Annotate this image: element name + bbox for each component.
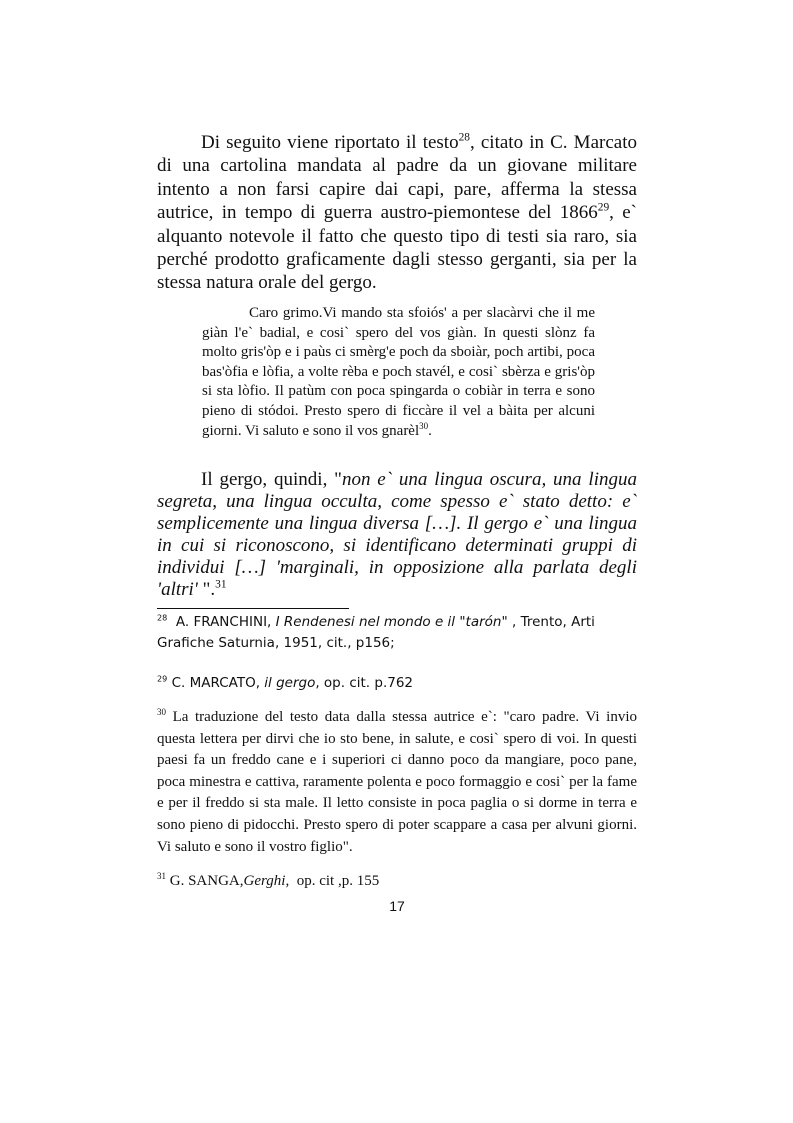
footnote-ref-29[interactable]: 29 xyxy=(597,201,610,214)
paragraph-text: Di seguito viene riportato il testo xyxy=(201,132,459,153)
footnote-text: , op. cit ,p. 155 xyxy=(285,873,380,889)
footnote-number: 29 xyxy=(157,673,168,684)
quote-end: . xyxy=(428,422,432,439)
footnote-number: 28 xyxy=(157,612,168,623)
footnote-text: La traduzione del testo data dalla stessa autrice e`: "caro padre. Vi invio questa lettera per dirvi che io sto bene, in salute, e cosi` spero di voi. In questi paesi fa un freddo cane e i superiori ci danno poco da mangiare, poco pane, poca minestra e cattiva, raramente polenta e poco formaggio e cosi` per la fame e per il freddo si sta male. Il letto consiste in poca paglia o si dorme in terra e sono pieno di pidocchi. Presto spero di poter scappare a casa per alvuni giorni. Vi saluto e sono il vostro figlio". xyxy=(157,709,637,855)
body-paragraph-2 xyxy=(157,469,637,600)
body-paragraph-1 xyxy=(157,131,637,295)
footnote-title: il gergo xyxy=(264,675,316,691)
footnote-separator xyxy=(157,608,349,609)
footnote-ref-31[interactable]: 31 xyxy=(215,578,227,591)
footnote-text: A. FRANCHINI, xyxy=(167,614,276,630)
paragraph-text: , e` alquanto notevole il fatto che questo tipo di testi sia raro, sia perché prodotto graficamente dagli stesso gerganti, sia per la stessa natura orale del gergo. xyxy=(157,202,637,294)
page-number: 17 xyxy=(389,898,405,914)
document-page xyxy=(157,0,637,1123)
paragraph-text: ". xyxy=(197,578,216,600)
footnote-text: G. SANGA, xyxy=(166,873,244,889)
footnote-ref-30[interactable]: 30 xyxy=(419,420,429,431)
italic-quotation: non e` una lingua oscura, una lingua segreta, una lingua occulta, come spesso e` stato detto: e` semplicemente una lingua diversa […]. Il gergo e` una lingua in cui si riconoscono, si identificano determinati gruppi di individui […] 'marginali, in opposizione alla parlata degli 'altri' xyxy=(157,469,637,600)
block-quote xyxy=(202,304,595,441)
footnote-ref-28[interactable]: 28 xyxy=(458,131,470,144)
footnote-text: , Trento, Arti Grafiche Saturnia, 1951, cit., p156; xyxy=(157,614,595,651)
footnote-28 xyxy=(157,612,637,654)
paragraph-text: , citato in C. Marcato di una cartolina mandata al padre da un giovane militare intento a non farsi capire dai capi, pare, afferma la stessa autrice, in tempo di guerra austro-piemontese del 1866 xyxy=(157,132,637,224)
footnote-text: C. MARCATO, xyxy=(167,675,265,691)
footnote-30 xyxy=(157,707,637,858)
footnote-31 xyxy=(157,871,637,893)
footnote-number: 31 xyxy=(157,871,166,881)
footnote-number: 30 xyxy=(157,707,166,717)
footnote-title: I Rendenesi nel mondo e il "tarón" xyxy=(275,614,508,630)
footnote-text: , op. cit. p.762 xyxy=(315,675,413,691)
footnote-29 xyxy=(157,673,637,694)
quote-text: Caro grimo.Vi mando sta sfoiós' a per slacàrvi che il me giàn l'e` badial, e cosi` spero del vos giàn. In questi slònz fa molto gris'òp e i paùs ci smèrg'e poch da sboiàr, poch artibi, poca bas'òfia e lòfia, a volte rèba e poch stavél, e cosi` sbèrza e gris'òp si sta lòfio. Il patùm con poca spingarda o cobiàr in terra e sono pieno di stódoi. Presto spero di ficcàre il vel a bàita per alcuni giorni. Vi saluto e sono il vos gnarèl xyxy=(202,305,595,439)
footnote-title: Gerghi xyxy=(243,873,286,889)
paragraph-text: Il gergo, quindi, " xyxy=(201,469,342,490)
